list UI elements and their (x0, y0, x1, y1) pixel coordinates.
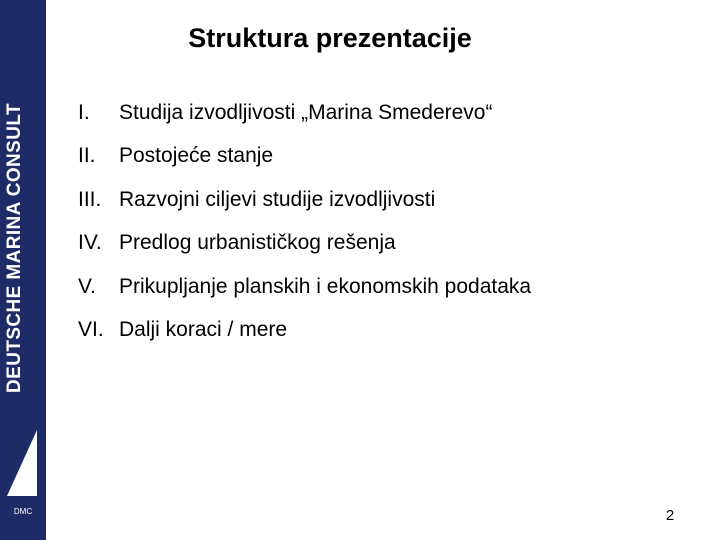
agenda-item (78, 99, 531, 142)
agenda-item-text: Postojeće stanje (119, 144, 274, 168)
agenda-list (78, 99, 531, 359)
agenda-item-text: Studija izvodljivosti „Marina Smederevo“ (119, 101, 493, 124)
agenda-item (78, 273, 531, 316)
brand-name: DEUTSCHE MARINA CONSULT (4, 103, 25, 393)
agenda-item-number: I. (78, 101, 90, 124)
agenda-item-number: V. (78, 274, 96, 298)
agenda-item (78, 316, 531, 359)
agenda-item (78, 142, 531, 185)
brand-sidebar (0, 0, 46, 540)
sail-icon (0, 430, 46, 498)
agenda-item (78, 186, 531, 229)
agenda-item-number: VI. (78, 317, 104, 341)
agenda-item-number: II. (78, 144, 96, 168)
agenda-item-text: Dalji koraci / mere (119, 317, 288, 341)
agenda-item-number: IV. (78, 231, 102, 255)
agenda-item (78, 229, 531, 272)
page-number: 2 (665, 507, 675, 524)
agenda-item-number: III. (78, 187, 102, 211)
logo-text: DMC (13, 507, 33, 516)
agenda-item-text: Predlog urbanističkog rešenja (119, 231, 396, 255)
agenda-item-text: Razvojni ciljevi studije izvodljivosti (119, 187, 436, 211)
slide-title: Struktura prezentacije (188, 23, 472, 53)
agenda-item-text: Prikupljanje planskih i ekonomskih podataka (119, 274, 532, 298)
